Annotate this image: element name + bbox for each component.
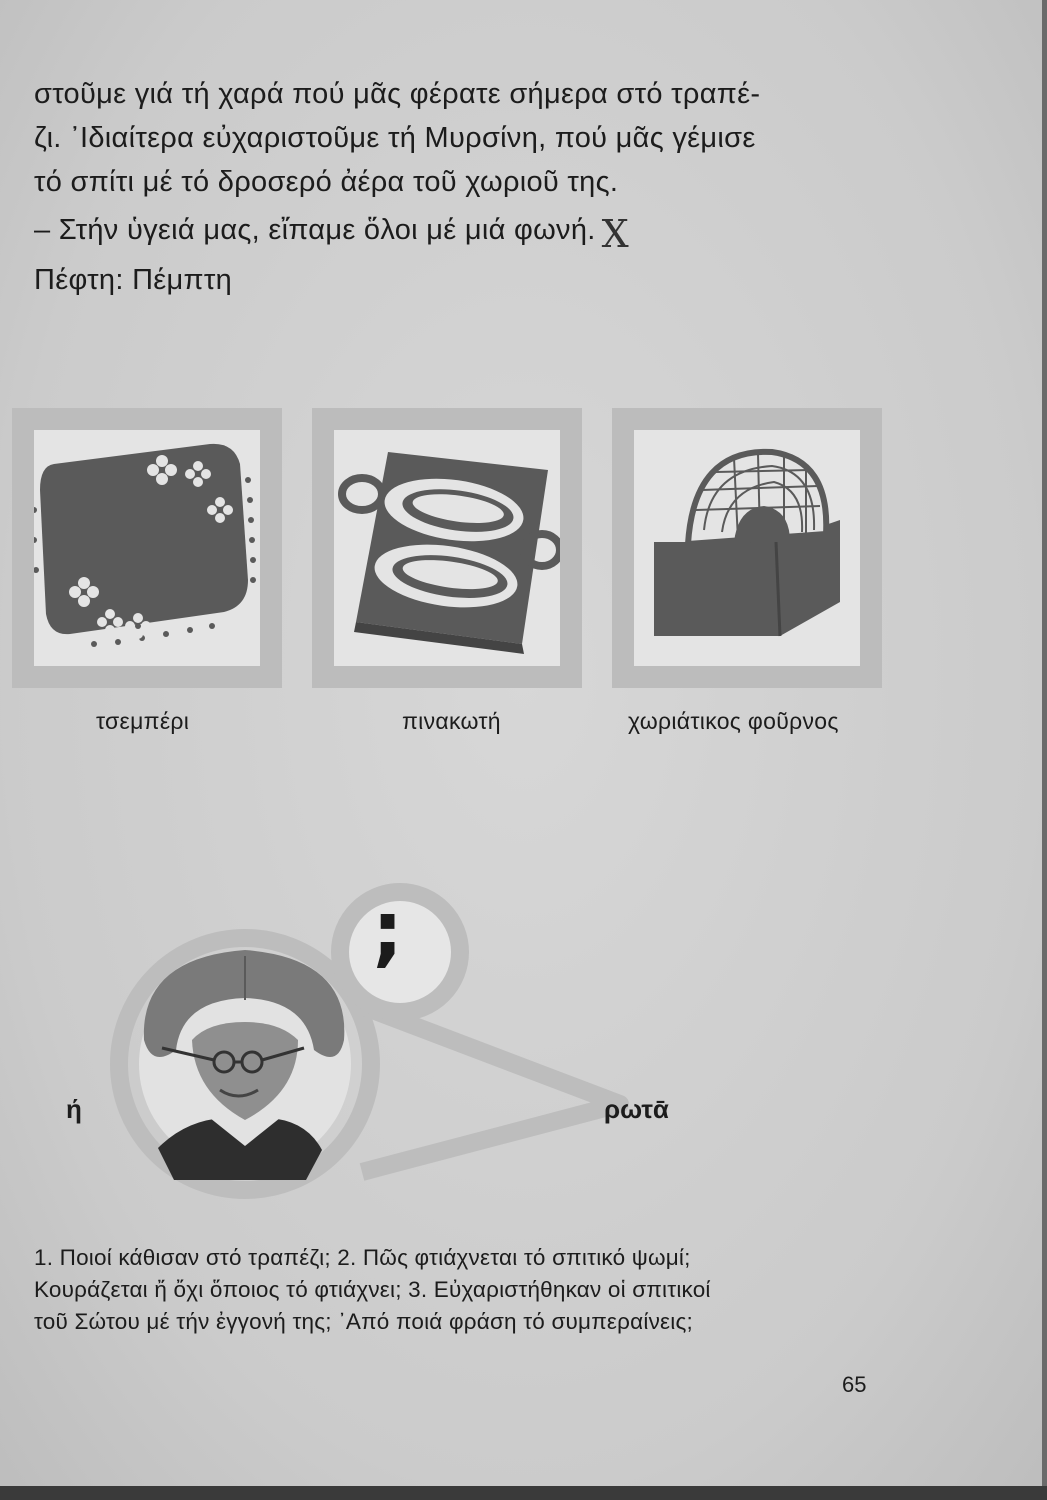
caption-bread-board: πινακωτή — [402, 708, 501, 734]
story-text — [34, 72, 874, 256]
handwritten-mark: X — [601, 212, 629, 256]
vocabulary-note: Πέφτη: Πέμπτη — [34, 264, 233, 296]
bread-board-icon — [334, 430, 560, 666]
comprehension-questions — [34, 1242, 874, 1338]
text-line: τό σπίτι μέ τό δροσερό ἀέρα τοῦ χωριοῦ της. — [34, 166, 619, 198]
picture-panel-headscarf — [12, 408, 282, 688]
picture-panel-bread-board — [312, 408, 582, 688]
page-bottom-edge — [0, 1486, 1047, 1500]
picture-panel-village-oven — [612, 408, 882, 688]
page-edge-shadow — [1042, 0, 1047, 1500]
text-line-content: – Στήν ὑγειά μας, εἴπαμε ὅλοι μέ μιά φωνή. — [34, 214, 596, 246]
village-oven-icon — [634, 430, 860, 666]
grandmother-icon — [100, 880, 720, 1200]
text-line — [34, 204, 874, 256]
question-illustration — [100, 880, 720, 1200]
text-line: ζι. ᾿Ιδιαίτερα εὐχαριστοῦμε τή Μυρσίνη, πού μᾶς γέμισε — [34, 122, 756, 154]
question-line: 1. Ποιοί κάθισαν στό τραπέζι; 2. Πῶς φτιάχνεται τό σπιτικό ψωμί; — [34, 1245, 691, 1270]
caption-village-oven: χωριάτικος φοῦρνος — [628, 708, 839, 734]
text-line: στοῦμε γιά τή χαρά πού μᾶς φέρατε σήμερα στό τραπέ- — [34, 78, 761, 110]
left-label: ή — [66, 1094, 82, 1124]
page-number: 65 — [842, 1372, 867, 1397]
question-mark-glyph: ; — [372, 886, 404, 976]
question-line: τοῦ Σώτου μέ τήν ἐγγονή της; ᾿Από ποιά φράση τό συμπεραίνεις; — [34, 1309, 693, 1334]
headscarf-icon — [34, 430, 260, 666]
right-label: ρωτᾱ — [604, 1094, 669, 1124]
question-line: Κουράζεται ἤ ὄχι ὅποιος τό φτιάχνει; 3. Εὐχαριστήθηκαν οἱ σπιτικοί — [34, 1277, 711, 1302]
caption-headscarf: τσεμπέρι — [96, 708, 190, 734]
